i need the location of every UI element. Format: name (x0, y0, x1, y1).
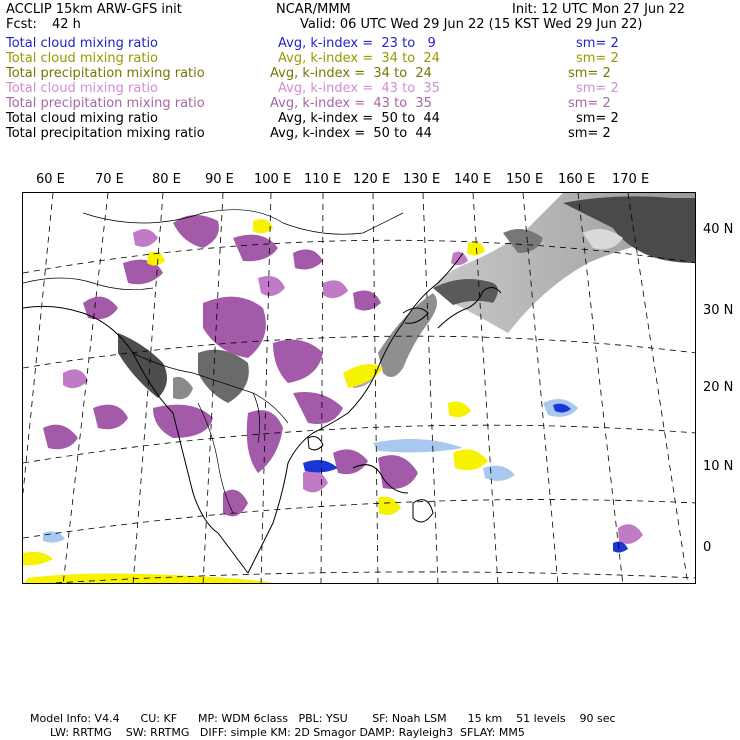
legend-sm: sm= 2 (576, 81, 619, 96)
legend-avg: Avg, k-index = 34 to 24 (270, 66, 432, 81)
blue-cloud-patches (43, 399, 628, 553)
legend-row (6, 81, 734, 96)
lon-label: 110 E (304, 172, 342, 187)
legend-field: Total cloud mixing ratio (6, 36, 159, 51)
legend-sm: sm= 2 (576, 36, 619, 51)
legend-avg: Avg, k-index = 23 to 9 (278, 36, 436, 51)
lon-label: 80 E (152, 172, 181, 187)
legend-field: Total precipitation mixing ratio (6, 96, 205, 111)
legend-field: Total cloud mixing ratio (6, 51, 159, 66)
lon-label: 120 E (353, 172, 391, 187)
legend-sm: sm= 2 (568, 66, 611, 81)
legend-avg: Avg, k-index = 50 to 44 (270, 126, 432, 141)
org-label: NCAR/MMM (276, 2, 351, 17)
legend-field: Total precipitation mixing ratio (6, 66, 205, 81)
legend-sm: sm= 2 (576, 51, 619, 66)
map-canvas (23, 193, 696, 584)
yellow-cloud-patches (23, 219, 488, 584)
legend-row (6, 51, 734, 66)
legend-avg: Avg, k-index = 43 to 35 (278, 81, 440, 96)
lat-label: 30 N (703, 303, 734, 318)
lon-label: 60 E (36, 172, 65, 187)
forecast-label: Fcst: (6, 17, 37, 32)
gray-cloud-mass (433, 193, 696, 333)
legend-row (6, 66, 734, 81)
legend-avg: Avg, k-index = 50 to 44 (278, 111, 440, 126)
legend-sm: sm= 2 (568, 96, 611, 111)
legend-sm: sm= 2 (576, 111, 619, 126)
lat-label: 0 (703, 540, 712, 555)
lon-label: 150 E (506, 172, 544, 187)
footer-line-1: Model Info: V4.4 CU: KF MP: WDM 6class PBL: YSU SF: Noah LSM 15 km 51 levels 90 sec (30, 712, 616, 725)
legend-avg: Avg, k-index = 43 to 35 (270, 96, 432, 111)
lat-label: 20 N (703, 380, 734, 395)
legend-sm: sm= 2 (568, 126, 611, 141)
lon-label: 140 E (454, 172, 492, 187)
footer-line-2: LW: RRTMG SW: RRTMG DIFF: simple KM: 2D Smagor DAMP: Rayleigh3 SFLAY: MM5 (50, 726, 525, 739)
lon-label: 170 E (612, 172, 650, 187)
model-title: ACCLIP 15km ARW-GFS init (6, 2, 182, 17)
legend-field: Total precipitation mixing ratio (6, 126, 205, 141)
legend-avg: Avg, k-index = 34 to 24 (278, 51, 440, 66)
init-time: Init: 12 UTC Mon 27 Jun 22 (512, 2, 686, 17)
forecast-hours: 42 h (52, 17, 81, 32)
lon-label: 130 E (403, 172, 441, 187)
lon-label: 70 E (95, 172, 124, 187)
legend-field: Total cloud mixing ratio (6, 111, 159, 126)
legend-row (6, 96, 734, 111)
legend-row (6, 111, 734, 126)
lon-label: 100 E (254, 172, 292, 187)
lat-label: 40 N (703, 222, 734, 237)
legend-field: Total cloud mixing ratio (6, 81, 159, 96)
forecast-map (22, 192, 696, 584)
legend-row (6, 126, 734, 141)
lat-label: 10 N (703, 459, 734, 474)
valid-time: Valid: 06 UTC Wed 29 Jun 22 (15 KST Wed 29 Jun 22) (300, 17, 643, 32)
legend-row (6, 36, 734, 51)
lon-label: 90 E (205, 172, 234, 187)
lon-label: 160 E (558, 172, 596, 187)
